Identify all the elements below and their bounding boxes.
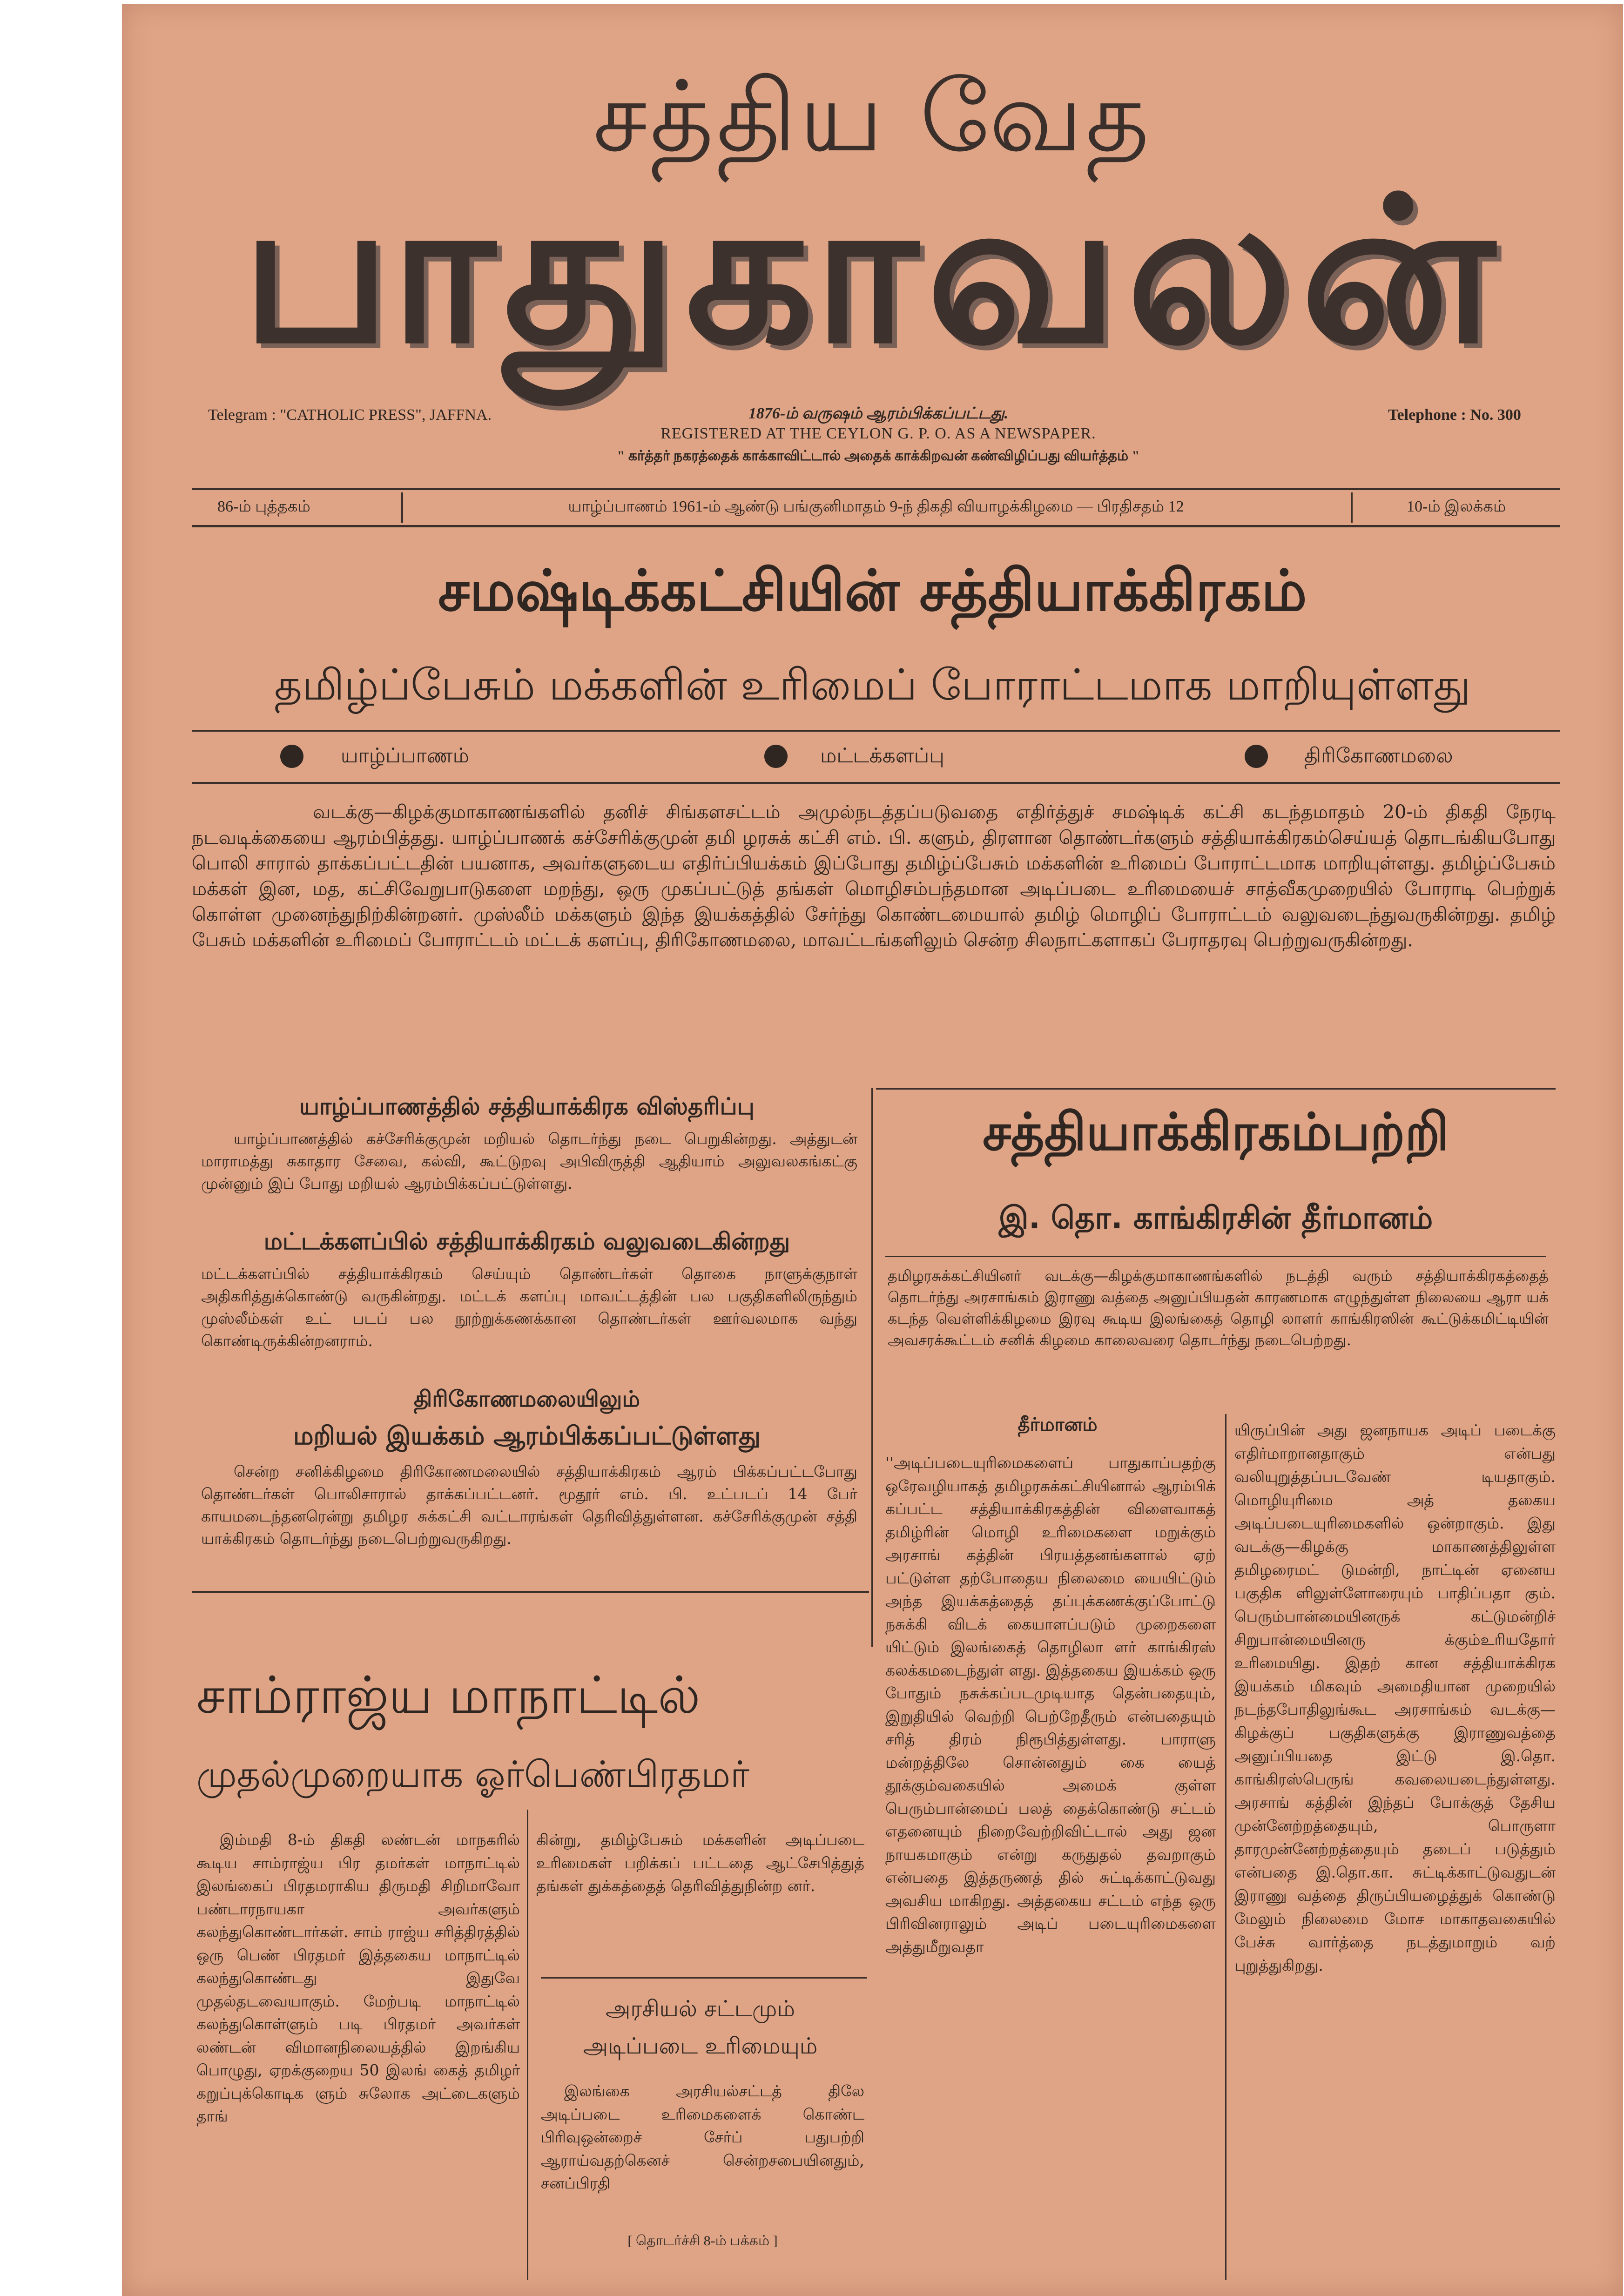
registered-line: REGISTERED AT THE CEYLON G. P. O. AS A NEWSPAPER. — [660, 425, 1096, 442]
congress-headline: சத்தியாக்கிரகம்பற்றி — [982, 1102, 1449, 1162]
telegram-line: Telegram : "CATHOLIC PRESS", JAFFNA. — [208, 406, 492, 424]
continued-note: [ தொடர்ச்சி 8-ம் பக்கம் ] — [627, 2233, 778, 2249]
column-divider — [871, 1088, 873, 1647]
jaffna-body: யாழ்ப்பாணத்தில் கச்சேரிக்குமுன் மறியல் தொடர்ந்து நடை பெறுகின்றது. அத்துடன் மாராமத்து சுகாதார சேவை, கல்வி, கூட்டுறவு அபிவிருத்தி ஆதியாம் அலுவலகங்கட்கு முன்னும் இப் போது மறியல் ஆரம்பிக்கப்பட்டுள்ளது. — [201, 1130, 857, 1192]
column-divider — [1225, 1414, 1226, 2280]
motto: " கர்த்தர் நகரத்தைக் காக்காவிட்டால் அதைக் காக்கிறவன் கண்விழிப்பது வியர்த்தம் " — [617, 448, 1140, 464]
batticaloa-body: மட்டக்களப்பில் சத்தியாக்கிரகம் செய்யும் தொண்டர்கள் தொகை நாளுக்குநாள் அதிகரித்துக்கொண்டு வருகின்றது. மட்டக் களப்பு மாவட்டத்தின் பல பகுதிகளிலிருந்தும் முஸ்லீம்கள் உட் படப் பல நூற்றுக்கணக்கான தொண்டர்கள் ஊர்வலமாக வந்து கொண்டிருக்கின்றனராம். — [201, 1265, 857, 1350]
bullet-icon — [280, 745, 303, 768]
column-divider — [527, 1810, 528, 2280]
commonwealth-subhead: முதல்முறையாக ஓர்பெண்பிரதமர் — [196, 1754, 749, 1796]
trinco-body: சென்ற சனிக்கிழமை திரிகோணமலையில் சத்தியாக்கிரகம் ஆரம் பிக்கப்பட்டபோது தொண்டர்கள் பொலிசாரால் தாக்கப்பட்டனர். மூதூர் எம். பி. உட்படப் 14 பேர் காயமடைந்தனரென்று தமிழர சுக்கட்சி வட்டாரங்கள் தெரிவித்துள்ளன. கச்சேரிக்குமுன் சத்தி யாக்கிரகம் தொடர்ந்து நடைபெற்றுவருகிறது. — [201, 1462, 857, 1548]
volume-number: 86-ம் புத்தகம் — [217, 498, 310, 515]
commonwealth-body-a: இம்மதி 8-ம் திகதி லண்டன் மாநகரில் கூடிய சாம்ராஜ்ய பிர தமர்கள் மாநாட்டில் இலங்கைப் பிரதமராகிய திருமதி சிறிமாவோ பண்டாரநாயகா அவர்களும் கலந்துகொண்டார்கள். சாம் ராஜ்ய சரித்திரத்தில் ஒரு பெண் பிரதமர் இத்தகைய மாநாட்டில் கலந்துகொண்டது இதுவே முதல்தடவையாகும். மேற்படி மாநாட்டில் கலந்துகொள்ளும் படி பிரதமர் அவர்கள் லண்டன் விமானநிலையத்தில் இறங்கிய பொழுது, ஏறக்குறைய 50 இலங் கைத் தமிழர் கறுப்புக்கொடிக ளும் சுலோக அட்டைகளும் தாங் — [196, 1831, 520, 2125]
right-top-rule — [876, 1088, 1556, 1090]
trinco-headline-2: மறியல் இயக்கம் ஆரம்பிக்கப்பட்டுள்ளது — [293, 1421, 761, 1450]
constitution-headline-2: அடிப்படை உரிமையும் — [583, 2033, 818, 2059]
issue-number: 10-ம் இலக்கம் — [1407, 498, 1506, 515]
places-bottom-rule — [192, 782, 1560, 784]
commonwealth-body-b: கின்று, தமிழ்பேசும் மக்களின் அடிப்படை உரிமைகள் பறிக்கப் பட்டதை ஆட்சேபித்துத் தங்கள் துக்கத்தைத் தெரிவித்துநின்ற னர். — [536, 1831, 864, 1895]
issue-bar-divider — [401, 492, 403, 523]
congress-subhead: இ. தொ. காங்கிரசின் தீர்மானம் — [998, 1200, 1433, 1236]
trinco-headline-1: திரிகோணமலையிலும் — [413, 1386, 640, 1412]
masthead-supertitle: சத்திய வேத — [593, 60, 1152, 174]
resolution-body-b: யிருப்பின் அது ஜனநாயக அடிப் படைக்கு எதிர்மாறானதாகும் என்பது வலியுறுத்தப்படவேண் டியதாகும். மொழியுரிமை அத் தகைய அடிப்படையுரிமைகளில் ஒன்றாகும். இது வடக்கு—கிழக்கு மாகாணத்திலுள்ள தமிழரைமட் டுமன்றி, நாட்டின் ஏனைய பகுதிக ளிலுள்ளோரையும் பாதிப்பதா கும். பெரும்பான்மையினருக் கட்டுமன்றிச் சிறுபான்மையினரு க்கும்உரியதோர் உரிமையிது. இதற் கான சத்தியாக்கிரக இயக்கம் மிகவும் அமைதியான முறையில் நடந்தபோதிலுங்கூட அரசாங்கம் வடக்கு—கிழக்குப் பகுதிகளுக்கு இராணுவத்தை அனுப்பியதை இட்டு இ.தொ. காங்கிரஸ்பெருங் கவலையடைந்துள்ளது. அரசாங் கத்தின் இந்தப் போக்குத் தேசிய முன்னேற்றத்தையும், பொருளா தாரமுன்னேற்றத்தையும் தடைப் படுத்தும் என்பதை இ.தொ.கா. சுட்டிக்காட்டுவதுடன் இராணு வத்தை திருப்பியழைத்துக் கொண்டு மேலும் நிலைமை மோச மாகாதவகையில் பேச்சு வார்த்தை நடத்துமாறும் வற் புறுத்துகிறது. — [1234, 1421, 1556, 1974]
issue-bar-top-rule — [192, 488, 1560, 490]
jaffna-headline: யாழ்ப்பாணத்தில் சத்தியாக்கிரக விஸ்தரிப்பு — [299, 1093, 755, 1120]
congress-intro: தமிழரசுக்கட்சியினர் வடக்கு—கிழக்குமாகாணங்களில் நடத்தி வரும் சத்தியாக்கிரகத்தைத் தொடர்ந்து அரசாங்கம் இராணு வத்தை அனுப்பியதன் காரணமாக எழுந்துள்ள நிலையை ஆரா யக் கடந்த வெள்ளிக்கிழமை இரவு கூடிய இலங்கைத் தொழி லாளர் காங்கிரஸின் கூட்டுக்கமிட்டியின் அவசரக்கூட்டம் சனிக் கிழமை காலைவரை தொடர்ந்து நடைபெற்றது. — [888, 1267, 1549, 1349]
lead-headline: சமஷ்டிக்கட்சியின் சத்தியாக்கிரகம் — [438, 558, 1307, 624]
telephone-line: Telephone : No. 300 — [1388, 406, 1521, 424]
issue-date: யாழ்ப்பாணம் 1961-ம் ஆண்டு பங்குனிமாதம் 9-ந் திகதி வியாழக்கிழமை — பிரதிசதம் 12 — [568, 498, 1184, 515]
resolution-body-a: ''அடிப்படையுரிமைகளைப் பாதுகாப்பதற்கு ஒரேவழியாகத் தமிழரசுக்கட்சியினால் ஆரம்பிக் கப்பட்ட சத்தியாக்கிரகத்தின் விளைவாகத் தமிழ்ரின் மொழி உரிமைகளை மறுக்கும் அரசாங் கத்தின் பிரயத்தனங்களால் ஏற் பட்டுள்ள தற்போதைய நிலைமை யையிட்டும் அந்த இயக்கத்தைத் தப்புக்கணக்குப்போட்டு நசுக்கி விடக் கையாளப்படும் முறைகளை யிட்டும் இலங்கைத் தொழிலா ளர் காங்கிரஸ் கலக்கமடைந்துள் ளது. இத்தகைய இயக்கம் ஒரு போதும் நசுக்கப்படமுடியாத தென்பதையும், இறுதியில் வெற்றி பெற்றேதீரும் என்பதையும் சரித் திரம் நிரூபித்துள்ளது. பாராளு மன்றத்திலே சொன்னதும் கை யைத் தூக்கும்வகையில் அமைக் குள்ள பெரும்பான்மைப் பலத் தைக்கொண்டு சட்டம் எதனையும் நிறைவேற்றிவிட்டால் அது ஜன நாயகமாகும் என்று கருதுதல் தவறாகும் என்பதை இத்தருணத் தில் சுட்டிக்காட்டுவது அவசிய மாகிறது. அத்தகைய சட்டம் எந்த ஒரு பிரிவினராலும் அடிப் படையுரிமைகளை அத்துமீறுவதா — [885, 1454, 1216, 1956]
masthead-title: பாதுகாவலன் — [242, 155, 1503, 388]
places-top-rule — [192, 730, 1560, 732]
established-line: 1876-ம் வருஷம் ஆரம்பிக்கப்பட்டது. — [748, 405, 1009, 422]
bullet-icon — [1245, 745, 1268, 768]
lead-body: வடக்கு—கிழக்குமாகாணங்களில் தனிச் சிங்களசட்டம் அமுல்நடத்தப்படுவதை எதிர்த்துச் சமஷ்டிக் கட்சி கடந்தமாதம் 20-ம் திகதி நேரடி நடவடிக்கையை ஆரம்பித்தது. யாழ்ப்பாணக் கச்சேரிக்குமுன் தமி ழரசுக் கட்சி எம். பி. களும், திரளான தொண்டர்களும் சத்தியாக்கிரகம்செய்யத் தொடங்கியபோது பொலி சாரால் தாக்கப்பட்டதின் பயனாக, அவர்களுடைய எதிர்ப்பியக்கம் இப்போது தமிழ்ப்பேசும் மக்களின் உரிமைப் போராட்டமாக மாறியுள்ளது. தமிழ்ப்பேசும் மக்கள் இன, மத, கட்சிவேறுபாடுகளை மறந்து, ஒரு முகப்பட்டுத் தங்கள் மொழிசம்பந்தமான அடிப்படை உரிமையைச் சாத்வீகமுறையில் போராடி பெற்றுக் கொள்ள முனைந்துநிற்கின்றனர். முஸ்லீம் மக்களும் இந்த இயக்கத்தில் சேர்ந்து கொண்டமையால் தமிழ் மொழிப் போராட்டம் வலுவடைந்துவருகின்றது. தமிழ் பேசும் மக்களின் உரிமைப் போராட்டம் மட்டக் களப்பு, திரிகோணமலை, மாவட்டங்களிலும் சென்ற சிலநாட்களாகப் பேராதரவு பெற்றுவருகின்றது. — [192, 801, 1556, 951]
bullet-icon — [764, 745, 788, 768]
place-jaffna: யாழ்ப்பாணம் — [341, 744, 469, 768]
place-trincomalee: திரிகோணமலை — [1304, 744, 1453, 768]
issue-bar-divider — [1351, 492, 1353, 523]
issue-bar-bottom-rule — [192, 525, 1560, 527]
batticaloa-headline: மட்டக்களப்பில் சத்தியாக்கிரகம் வலுவடைகின்றது — [263, 1228, 790, 1255]
constitution-body: இலங்கை அரசியல்சட்டத் திலே அடிப்படை உரிமைகளைக் கொண்ட பிரிவுஒன்றைச் சேர்ப் பதுபற்றி ஆராய்வதற்கெனச் சென்றசபையினதும், சனப்பிரதி — [541, 2082, 864, 2192]
congress-rule — [885, 1256, 1546, 1257]
commonwealth-headline: சாம்ராஜ்ய மாநாட்டில் — [196, 1665, 701, 1725]
lead-subhead: தமிழ்ப்பேசும் மக்களின் உரிமைப் போராட்டமாக மாறியுள்ளது — [274, 660, 1471, 710]
place-batticaloa: மட்டக்களப்பு — [820, 744, 944, 768]
left-bottom-rule — [192, 1591, 869, 1593]
newspaper-page — [122, 4, 1623, 2296]
resolution-headline: தீர்மானம் — [1018, 1414, 1098, 1435]
constitution-headline-1: அரசியல் சட்டமும் — [606, 1996, 795, 2022]
constitution-top-rule — [541, 1977, 867, 1979]
